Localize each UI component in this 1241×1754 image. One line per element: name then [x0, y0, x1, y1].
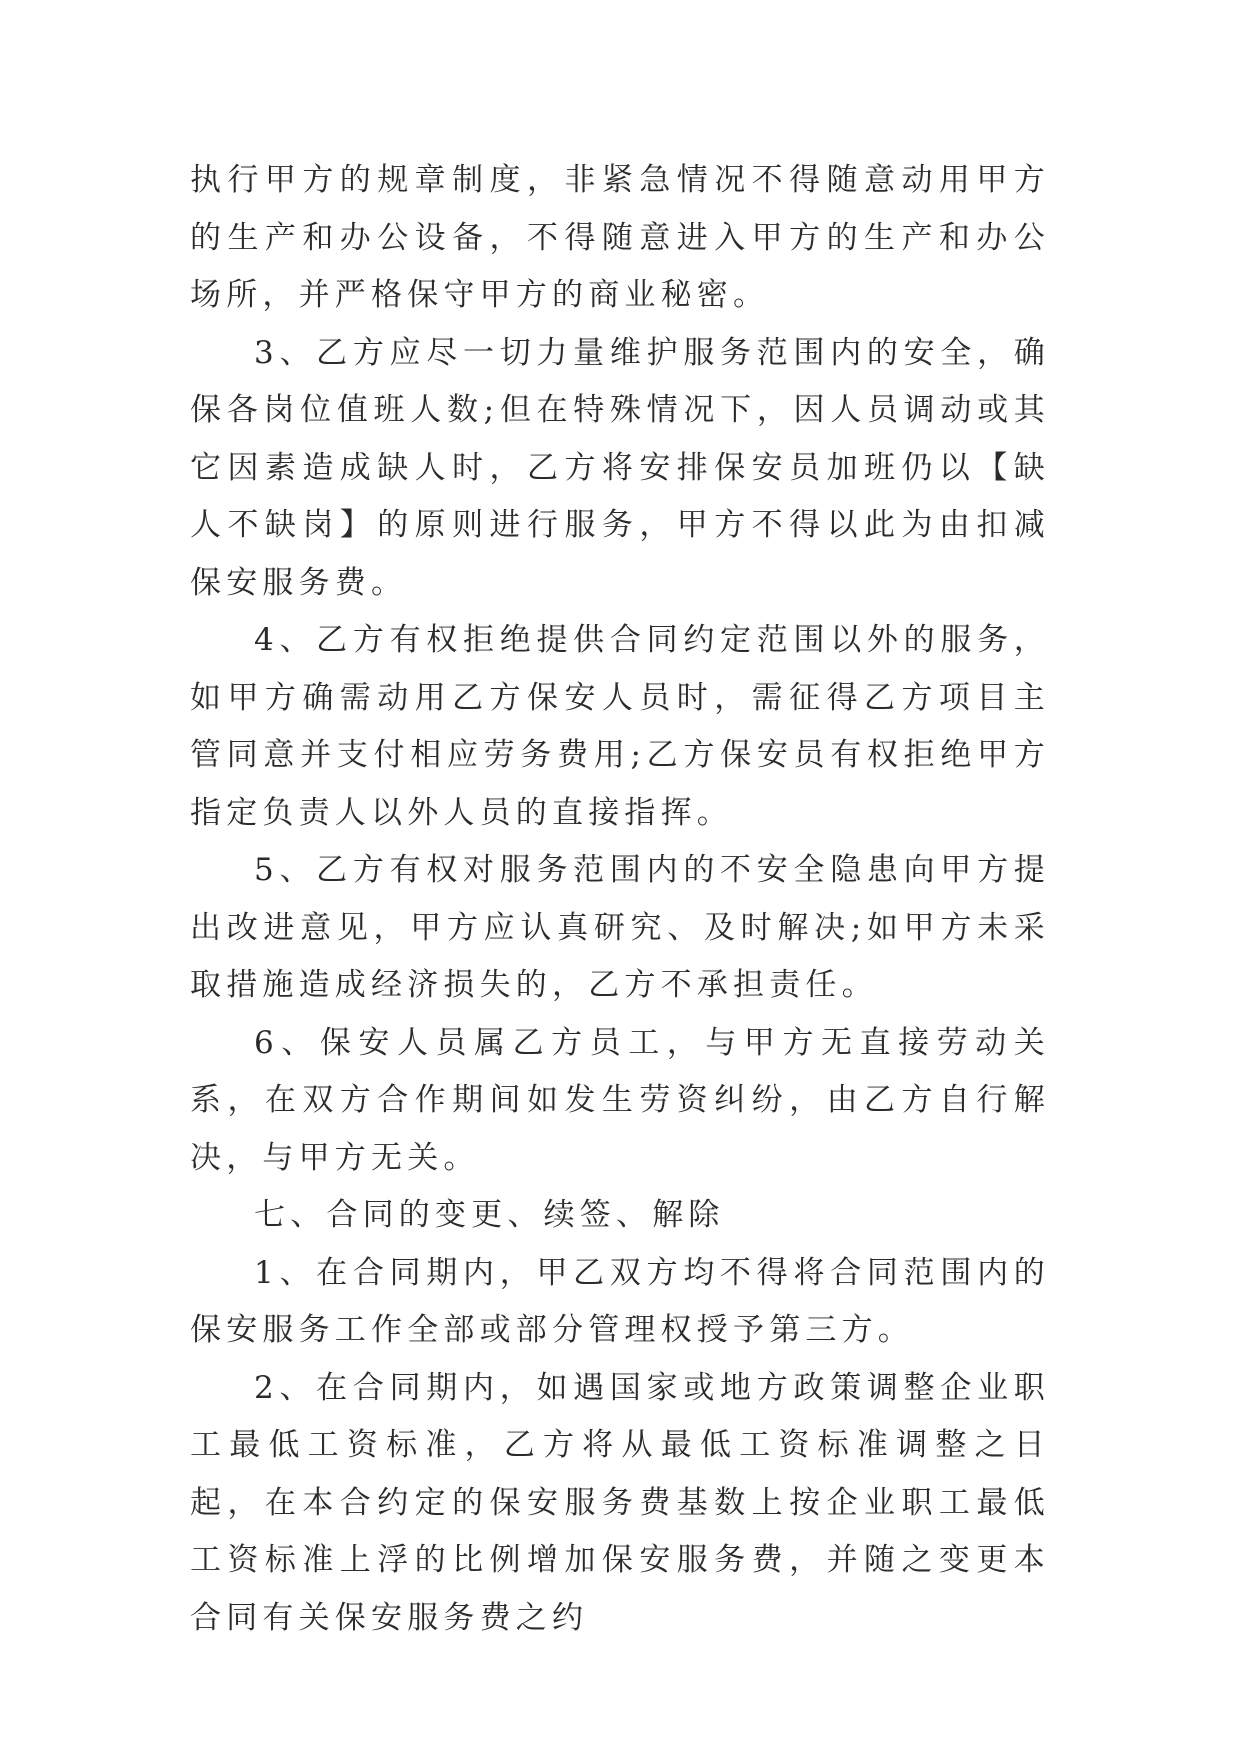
- paragraph-clause-5: 5、乙方有权对服务范围内的不安全隐患向甲方提出改进意见，甲方应认真研究、及时解决;如甲方未采取措施造成经济损失的，乙方不承担责任。: [190, 852, 1050, 1003]
- paragraph-section-7-clause-1: 1、在合同期内，甲乙双方均不得将合同范围内的保安服务工作全部或部分管理权授予第三方。: [190, 1254, 1050, 1348]
- paragraph-clause-6: 6、保安人员属乙方员工，与甲方无直接劳动关系，在双方合作期间如发生劳资纠纷，由乙方自行解决，与甲方无关。: [190, 1024, 1050, 1176]
- paragraph-section-7-clause-2: 2、在合同期内，如遇国家或地方政策调整企业职工最低工资标准，乙方将从最低工资标准调整之日起，在本合约定的保安服务费基数上按企业职工最低工资标准上浮的比例增加保安服务费，并随之变更本合同有关保安服务费之约: [190, 1369, 1050, 1636]
- paragraph-clause-4: 4、乙方有权拒绝提供合同约定范围以外的服务，如甲方确需动用乙方保安人员时，需征得乙方项目主管同意并支付相应劳务费用;乙方保安员有权拒绝甲方指定负责人以外人员的直接指挥。: [190, 622, 1050, 831]
- paragraph-continuation: 执行甲方的规章制度，非紧急情况不得随意动用甲方的生产和办公设备，不得随意进入甲方的生产和办公场所，并严格保守甲方的商业秘密。: [190, 162, 1050, 313]
- section-heading-7: 七、合同的变更、续签、解除: [254, 1197, 725, 1233]
- document-body: [190, 152, 1050, 1647]
- paragraph-clause-3: 3、乙方应尽一切力量维护服务范围内的安全，确保各岗位值班人数;但在特殊情况下，因人员调动或其它因素造成缺人时，乙方将安排保安员加班仍以【缺人不缺岗】的原则进行服务，甲方不得以此为由扣减保安服务费。: [190, 334, 1050, 601]
